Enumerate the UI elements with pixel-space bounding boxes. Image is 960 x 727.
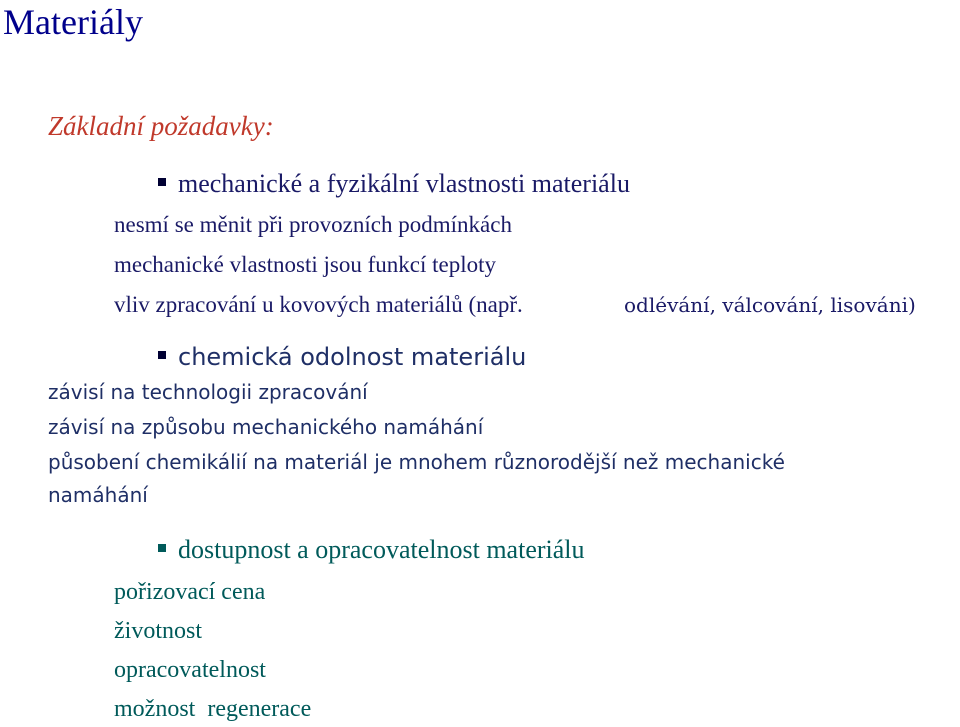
list-item: životnost — [114, 618, 202, 644]
section-heading-chemical — [158, 345, 526, 369]
list-item: vliv zpracování u kovových materiálů (např. — [114, 292, 523, 317]
subtitle: Základní požadavky: — [48, 111, 274, 141]
page-title: Materiály — [3, 2, 143, 42]
list-item-continuation: namáhání — [48, 483, 148, 507]
list-item: působení chemikálií na materiál je mnohem různorodější než mechanické — [48, 450, 785, 474]
section-heading-text: mechanické a fyzikální vlastnosti materiálu — [178, 169, 630, 198]
square-bullet-icon — [158, 544, 166, 552]
square-bullet-icon — [158, 351, 166, 359]
list-item: možnost regenerace — [114, 696, 312, 722]
section-heading-availability — [158, 537, 585, 563]
section-heading-text: chemická odolnost materiálu — [178, 343, 527, 371]
list-item: mechanické vlastnosti jsou funkcí teploty — [114, 252, 496, 277]
list-item-continuation: odlévání, válcování, lisováni) — [624, 293, 916, 317]
section-heading-text: dostupnost a opracovatelnost materiálu — [178, 535, 585, 564]
list-item: opracovatelnost — [114, 657, 266, 683]
list-item: závisí na technologii zpracování — [48, 380, 368, 404]
square-bullet-icon — [158, 178, 166, 186]
section-heading-mechanical — [158, 171, 630, 197]
list-item: pořizovací cena — [114, 579, 266, 605]
list-item: závisí na způsobu mechanického namáhání — [48, 415, 484, 439]
list-item: nesmí se měnit při provozních podmínkách — [114, 212, 512, 237]
